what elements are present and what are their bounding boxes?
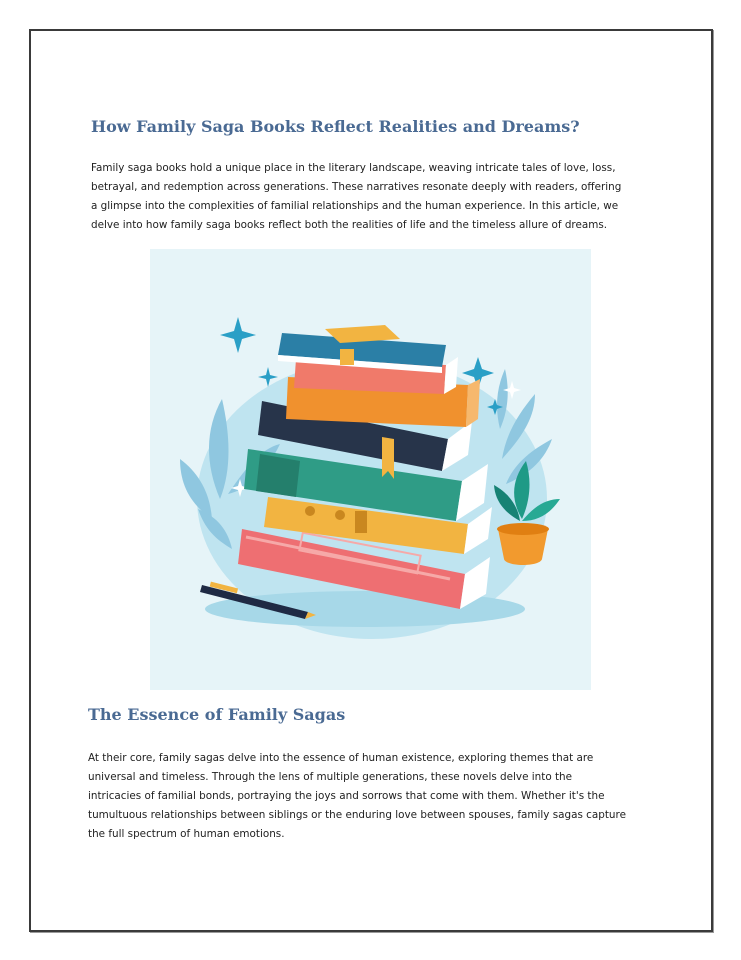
section-paragraph [88, 749, 664, 844]
section-line: At their core, family sagas delve into the essence of human existence, exploring themes that are [88, 752, 594, 764]
intro-line: betrayal, and redemption across generations. These narratives resonate deeply with readers, offering [91, 181, 622, 193]
books-stack-graphic [150, 249, 591, 690]
section-line: tumultuous relationships between siblings or the enduring love between spouses, family sagas capture [88, 809, 626, 821]
intro-line: a glimpse into the complexities of familial relationships and the human experience. In this article, we [91, 200, 619, 212]
books-illustration [150, 249, 591, 690]
section-heading: The Essence of Family Sagas [88, 705, 346, 724]
section-line: intricacies of familial bonds, portraying the joys and sorrows that come with them. Whether it's the [88, 790, 605, 802]
section-line: universal and timeless. Through the lens of multiple generations, these novels delve into the [88, 771, 573, 783]
section-line: the full spectrum of human emotions. [88, 828, 285, 840]
sparkle-icon [220, 317, 256, 353]
article-title: How Family Saga Books Reflect Realities and Dreams? [91, 117, 580, 136]
intro-paragraph [91, 159, 657, 235]
intro-line: Family saga books hold a unique place in the literary landscape, weaving intricate tales of love, loss, [91, 162, 616, 174]
intro-line: delve into how family saga books reflect both the realities of life and the timeless allure of dreams. [91, 219, 608, 231]
